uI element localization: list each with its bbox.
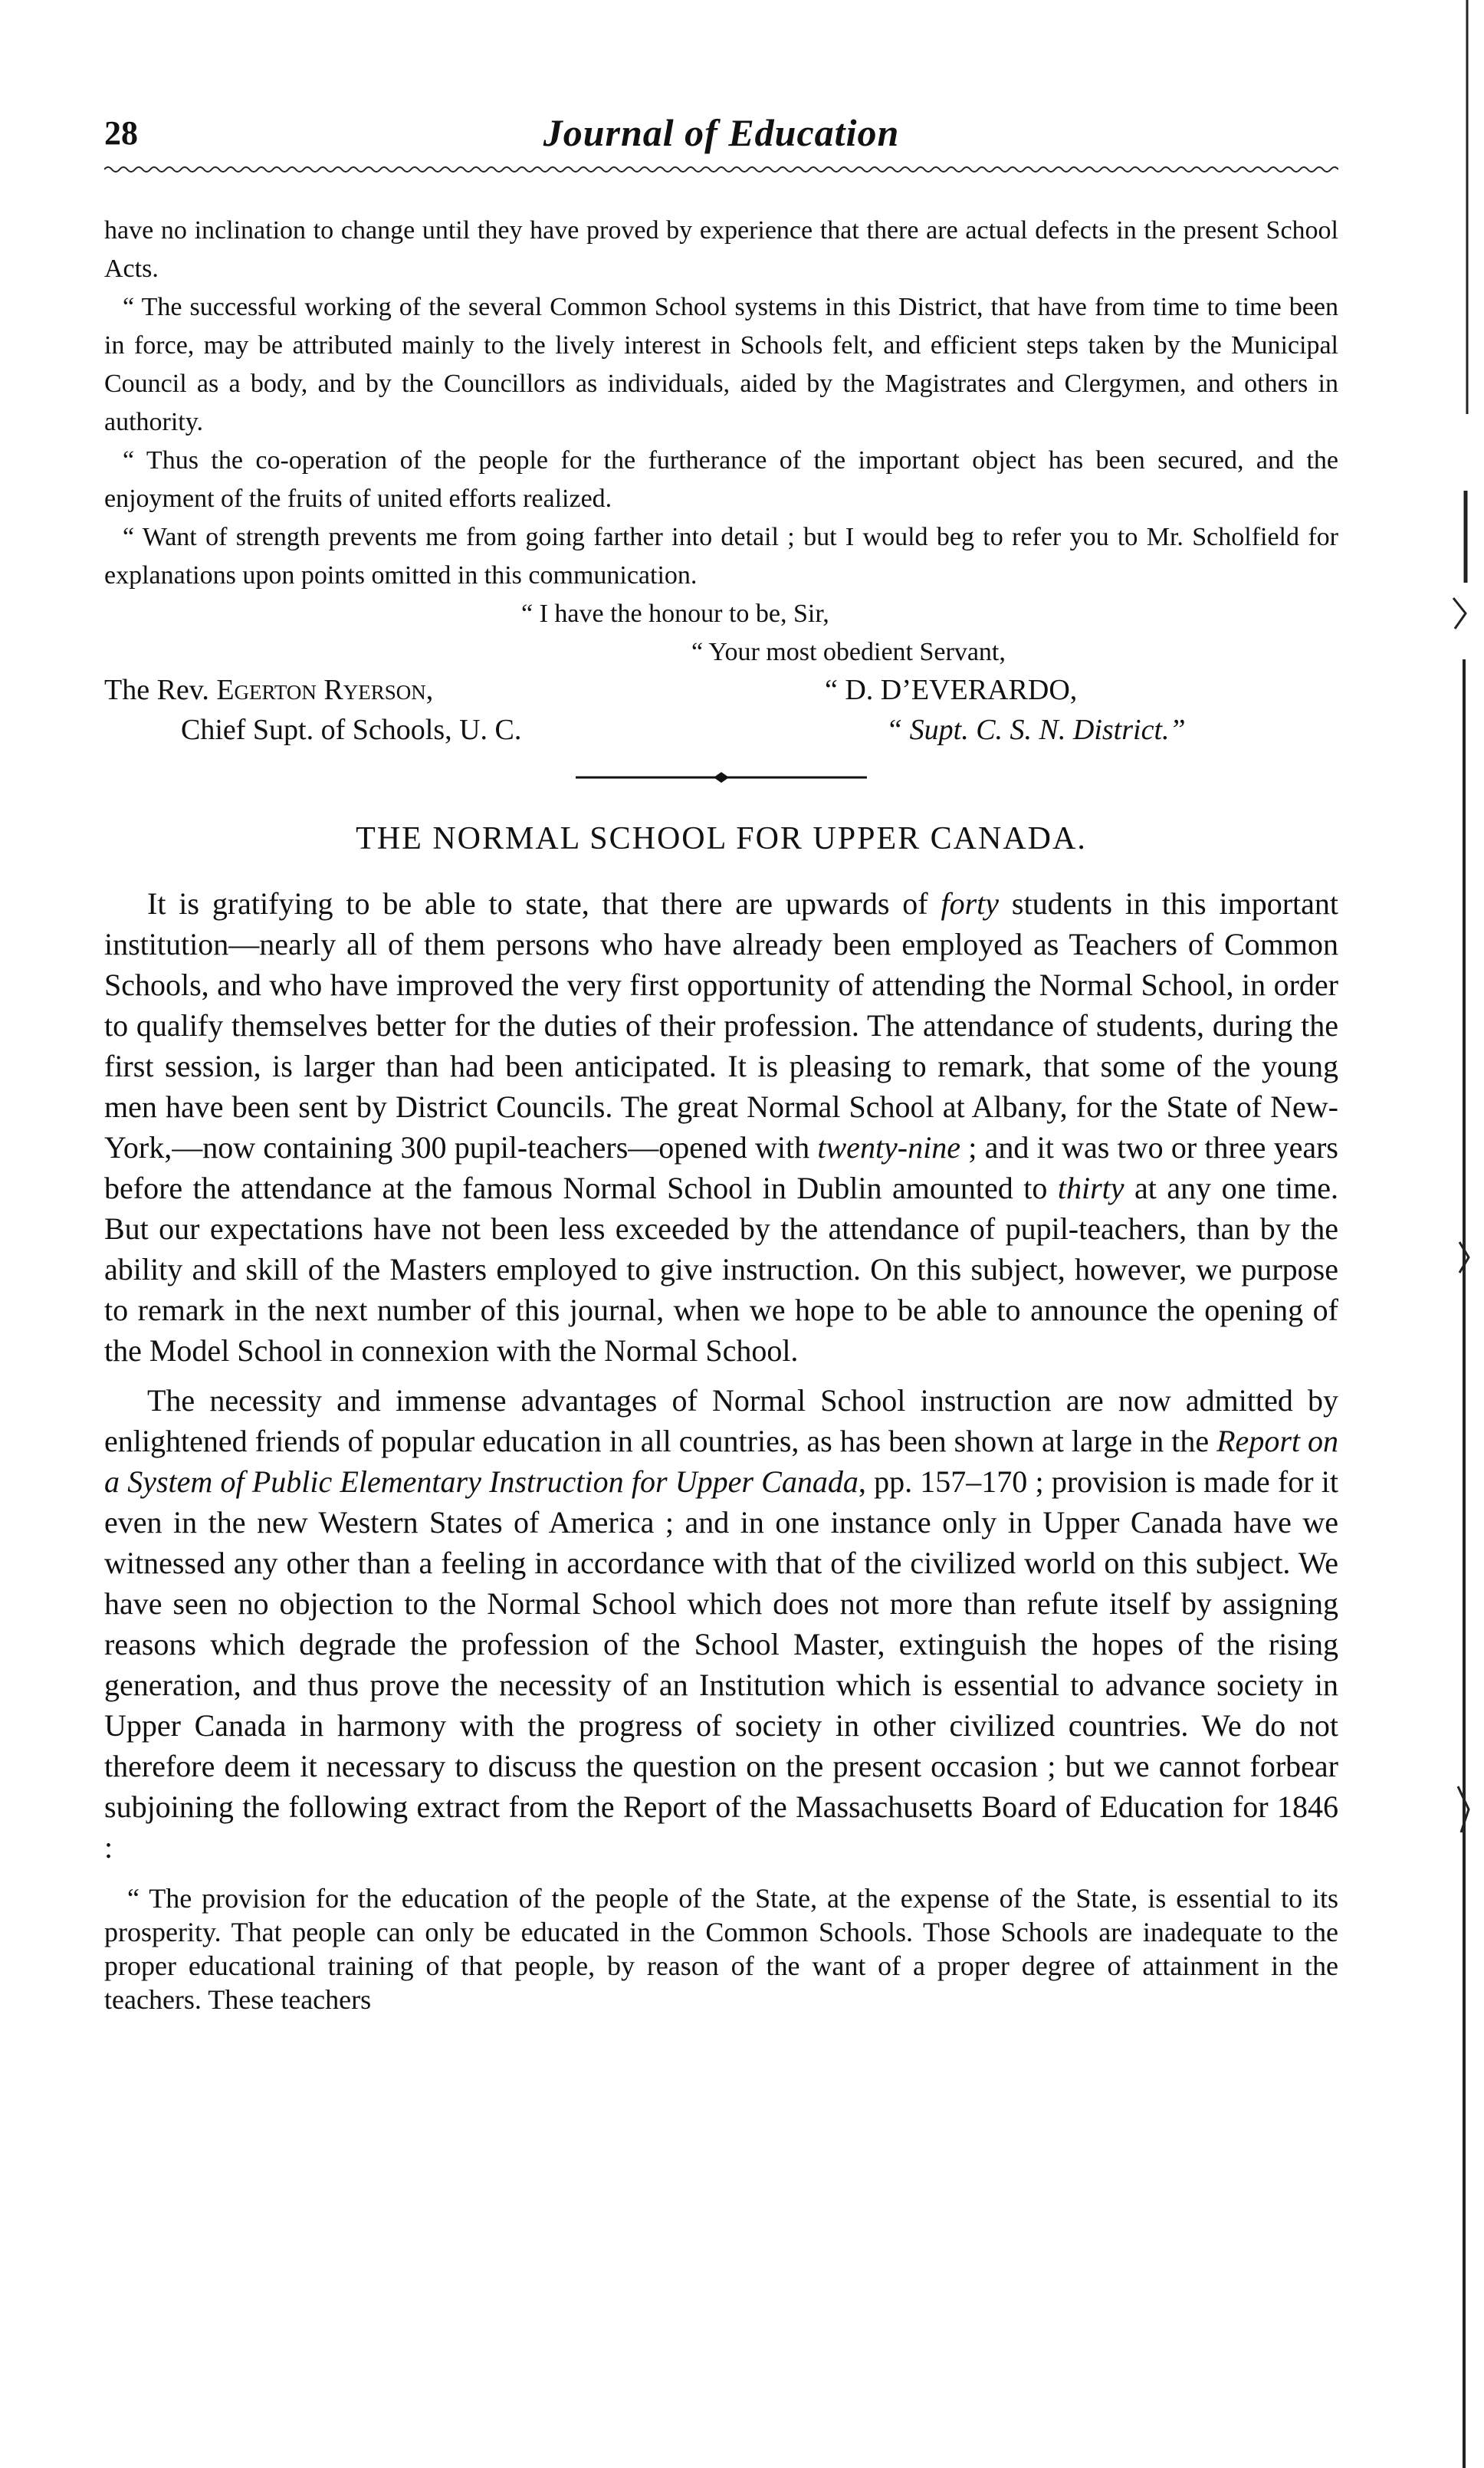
article-paragraph [104, 883, 1338, 1371]
page-number: 28 [104, 114, 138, 152]
text-run: It is gratifying to be able to state, that there are upwards of [147, 886, 941, 921]
emphasis-thirty: thirty [1057, 1171, 1124, 1205]
closing-line: “ Your most obedient Servant, [691, 638, 1006, 666]
header-wavy-rule [104, 164, 1338, 175]
sender-title: “ Supt. C. S. N. District.” [886, 714, 1186, 746]
sender-name: “ D. D’EVERARDO, [825, 674, 1078, 706]
letter-paragraph: have no inclination to change until they have proved by experience that there are actual defects in the present School Acts. [104, 216, 1338, 283]
report-title: Report on a System of Public Elementary Instruction for Upper Canada [104, 1424, 1338, 1499]
signature-block [104, 672, 1338, 748]
article-title: THE NORMAL SCHOOL FOR UPPER CANADA. [356, 821, 1087, 856]
recipient-name: Egerton Ryerson, [216, 674, 434, 706]
text-run: students in this important institution—nearly all of them persons who have already been employed as Teachers of Common Schools, and who have improved the very first opportunity of attending the Normal School, in order to qualify themselves better for the duties of their profession. The attendance of students, during the first session, is larger than had been anticipated. It is pleasing to remark, that some of the young men have been sent by District Councils. The great Normal School at Albany, for the State of New-York,—now containing 300 pupil-teachers—opened with [104, 886, 1339, 1165]
text-run: , pp. 157–170 ; provision is made for it even in the new Western States of America ; and in one instance only in Upper Canada have we witnessed any other than a feeling in accordance with that of the civilized world on this subject. We have seen no objection to the Normal School which does not more than refute itself by assigning reasons which degrade the profession of the School Master, extinguish the hopes of the rising generation, and thus prove the necessity of an Institution which is essential to advance society in Upper Canada in harmony with the progress of society in other civilized countries. We do not therefore deem it necessary to discuss the question on the present occasion ; but we cannot forbear subjoining the following extract from the Report of the Massachusetts Board of Education for 1846 : [104, 1464, 1338, 1865]
closing-line: “ I have the honour to be, Sir, [521, 600, 829, 628]
letter-paragraph: “ The successful working of the several Common School systems in this District, that have from time to time been in force, may be attributed mainly to the lively interest in Schools felt, and efficient steps taken by the Municipal Council as a body, and by the Councillors as individuals, aided by the Magistrates and Clergymen, and others in authority. [104, 293, 1338, 436]
section-divider-ornament [576, 770, 867, 785]
text-run: at any one time. But our expectations have not been less exceeded by the attendance of pupil-teachers, than by the ability and skill of the Masters employed to give instruction. On this subject, however, we purpose to remark in the next number of this journal, when we hope to be able to announce the opening of the Model School in connexion with the Normal School. [104, 1171, 1339, 1368]
letter-closing [104, 595, 1338, 672]
recipient-prefix: The Rev. [104, 674, 217, 706]
running-header [104, 100, 1338, 161]
text-run: The necessity and immense advantages of Normal School instruction are now admitted by enlightened friends of popular education in all countries, as has been shown at large in the [104, 1383, 1338, 1458]
emphasis-twenty-nine: twenty-nine [817, 1130, 960, 1165]
recipient-line [104, 673, 433, 707]
text-run: ; and it was two or three years before the attendance at the famous Normal School in Dublin amounted to [104, 1130, 1338, 1205]
emphasis-forty: forty [941, 886, 1000, 921]
block-quote: “ The provision for the education of the people of the State, at the expense of the State, is essential to its prosperity. That people can only be educated in the Common Schools. Those Schools are inadequate to the proper educational training of that people, by reason of the want of a proper degree of attainment in the teachers. These teachers [104, 1883, 1338, 2015]
journal-title: Journal of Education [543, 111, 900, 154]
letter-continuation [104, 212, 1338, 595]
article-paragraph [104, 1380, 1338, 1868]
letter-paragraph: “ Thus the co-operation of the people for the furtherance of the important object has been secured, and the enjoyment of the fruits of united efforts realized. [104, 446, 1338, 513]
page-edge-marks [1438, 0, 1484, 2468]
letter-paragraph: “ Want of strength prevents me from going farther into detail ; but I would beg to refer you to Mr. Scholfield for explanations upon points omitted in this communication. [104, 523, 1338, 590]
recipient-title: Chief Supt. of Schools, U. C. [181, 714, 522, 746]
document-page [104, 100, 1338, 2016]
